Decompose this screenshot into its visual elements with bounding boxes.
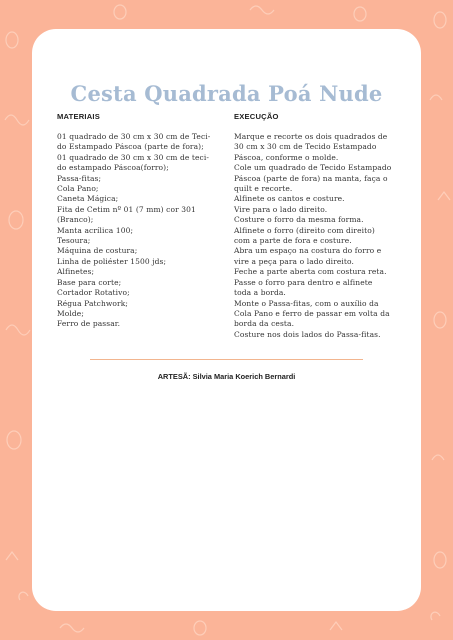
materials-line: Manta acrílica 100;	[57, 225, 134, 235]
materials-line: Fita de Cetim nº 01 (7 mm) cor 301	[57, 204, 196, 214]
materials-line: 01 quadrado de 30 cm x 30 cm de Teci-	[57, 132, 211, 141]
materials-line: Alfinetes;	[57, 267, 95, 277]
materials-line: Ferro de passar.	[57, 319, 121, 329]
page-title: Cesta Quadrada Poá Nude	[70, 81, 383, 106]
execution-line: Alfinete o forro (direito com direito)	[234, 225, 375, 235]
execution-section	[234, 112, 410, 340]
execution-line: quilt e recorte.	[234, 184, 293, 194]
execution-line: Páscoa (parte de fora) na manta, faça o	[234, 173, 388, 183]
materials-line: do estampado Páscoa(forro);	[57, 163, 169, 173]
materials-heading: MATERIAIS	[57, 112, 101, 121]
execution-line: borda da cesta.	[234, 319, 295, 329]
materials-line: Base para corte;	[57, 277, 122, 287]
section-divider	[90, 359, 363, 360]
execution-line: Cole um quadrado de Tecido Estampado	[234, 163, 392, 173]
materials-line: Caneta Mágica;	[57, 194, 119, 204]
execution-line: Costure nos dois lados do Passa-fitas.	[234, 329, 381, 339]
materials-line: Cortador Rotativo;	[57, 288, 130, 298]
execution-line: Monte o Passa-fitas, com o auxílio da	[234, 298, 379, 308]
materials-line: do Estampado Páscoa (parte de fora);	[57, 142, 204, 152]
materials-line: (Branco);	[57, 215, 94, 225]
execution-line: Alfinete os cantos e costure.	[234, 194, 345, 204]
materials-list	[57, 132, 237, 330]
execution-list	[234, 132, 410, 340]
materials-section	[57, 112, 237, 330]
execution-line: Páscoa, conforme o molde.	[234, 152, 339, 162]
materials-line: Linha de poliéster 1500 jds;	[57, 256, 167, 266]
artist-credit: ARTESÃ: Silvia Maria Koerich Bernardi	[157, 372, 296, 381]
materials-line: Cola Pano;	[57, 184, 99, 194]
execution-line: Abra um espaço na costura do forro e	[234, 246, 382, 256]
execution-line: vire a peça para o lado direito.	[234, 256, 354, 266]
materials-line: Molde;	[57, 308, 84, 318]
execution-line: toda a borda.	[234, 288, 286, 298]
execution-line: Marque e recorte os dois quadrados de	[234, 132, 388, 141]
execution-line: Vire para o lado direito.	[234, 204, 328, 214]
execution-line: Costure o forro da mesma forma.	[234, 215, 364, 225]
materials-line: Passa-fitas;	[57, 173, 102, 183]
materials-line: Tesoura;	[57, 236, 91, 246]
execution-line: 30 cm x 30 cm de Tecido Estampado	[234, 142, 377, 152]
execution-line: com a parte de fora e costure.	[234, 236, 352, 246]
execution-line: Feche a parte aberta com costura reta.	[234, 267, 387, 277]
execution-line: Passe o forro para dentro e alfinete	[234, 277, 373, 287]
materials-line: Régua Patchwork;	[57, 298, 128, 308]
materials-line: Máquina de costura;	[57, 246, 138, 256]
content-card	[32, 29, 421, 611]
execution-line: Cola Pano e ferro de passar em volta da	[234, 308, 390, 318]
execution-heading: EXECUÇÃO	[234, 112, 279, 121]
materials-line: 01 quadrado de 30 cm x 30 cm de teci-	[57, 152, 209, 162]
